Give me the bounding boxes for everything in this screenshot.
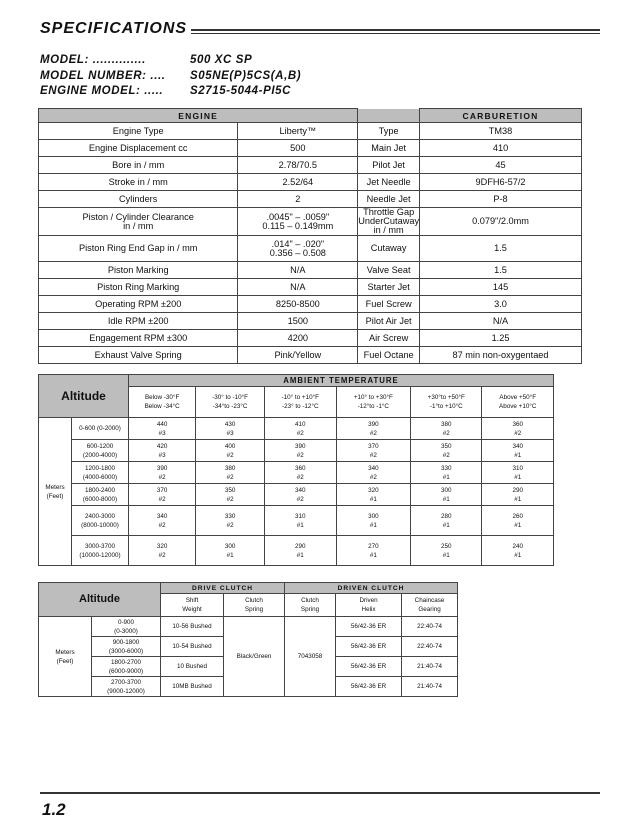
engine-label: Piston / Cylinder Clearance in / mm (39, 208, 238, 236)
altitude-range: 1800-2400 (6000-8000) (72, 484, 129, 506)
carb-value: P-8 (420, 191, 582, 208)
jet-value: 430 #3 (196, 418, 265, 440)
clutch-col-header: Shift Weight (161, 594, 224, 617)
carb-label: Fuel Screw (358, 296, 420, 313)
carb-value: 1.5 (420, 262, 582, 279)
jet-value: 330 #1 (411, 462, 482, 484)
carb-label: Air Screw (358, 330, 420, 347)
jet-value: 360 #2 (264, 462, 336, 484)
jet-value: 440 #3 (129, 418, 196, 440)
jet-value: 290 #1 (482, 484, 554, 506)
engine-label: Exhaust Valve Spring (39, 347, 238, 364)
carb-value: 45 (420, 157, 582, 174)
jet-value: 350 #2 (411, 440, 482, 462)
altitude-range: 0-600 (0-2000) (72, 418, 129, 440)
altitude-clutch-table (38, 582, 458, 697)
jet-value: 320 #1 (336, 484, 411, 506)
engine-value: Liberty™ (238, 123, 358, 140)
jet-value: 320 #2 (129, 536, 196, 566)
jet-value: 260 #1 (482, 506, 554, 536)
engine-value: 2 (238, 191, 358, 208)
carb-label: Type (358, 123, 420, 140)
model-value: S2715-5044-PI5C (190, 85, 292, 97)
clutch-col-header: Chaincase Gearing (402, 594, 458, 617)
jet-value: 360 #2 (482, 418, 554, 440)
spec-row (39, 123, 582, 140)
engine-label: Stroke in / mm (39, 174, 238, 191)
units-label: Meters (Feet) (39, 418, 72, 566)
temp-range-header: -30° to -10°F -34°to -23°C (196, 387, 265, 418)
altitude-range: 2700-3700 (9000-12000) (92, 677, 161, 697)
engine-label: Bore in / mm (39, 157, 238, 174)
shift-weight: 10MB Bushed (161, 677, 224, 697)
altitude-header: Altitude (39, 375, 129, 418)
carb-label: Starter Jet (358, 279, 420, 296)
jet-value: 410 #2 (264, 418, 336, 440)
engine-value: .014" – .020" 0.356 – 0.508 (238, 236, 358, 262)
altitude-range: 2400-3000 (8000-10000) (72, 506, 129, 536)
spec-row (39, 157, 582, 174)
chaincase-gearing: 21:40-74 (402, 677, 458, 697)
carb-value: 87 min non-oxygentaed (420, 347, 582, 364)
carb-label: Jet Needle (358, 174, 420, 191)
engine-carburetion-table (38, 108, 582, 364)
altitude-row (39, 506, 554, 536)
clutch-col-header: Clutch Spring (224, 594, 285, 617)
carb-value: 1.5 (420, 236, 582, 262)
drive-clutch-header: DRIVE CLUTCH (161, 583, 285, 594)
jet-value: 340 #2 (129, 506, 196, 536)
jet-value: 420 #3 (129, 440, 196, 462)
jet-value: 340 #2 (336, 462, 411, 484)
units-label: Meters (Feet) (39, 617, 92, 697)
engine-label: Idle RPM ±200 (39, 313, 238, 330)
spec-row (39, 330, 582, 347)
engine-value: 2.78/70.5 (238, 157, 358, 174)
jet-value: 370 #2 (336, 440, 411, 462)
carb-label: Needle Jet (358, 191, 420, 208)
jet-value: 270 #1 (336, 536, 411, 566)
carb-label: Pilot Air Jet (358, 313, 420, 330)
temp-range-header: -10° to +10°F -23° to -12°C (264, 387, 336, 418)
altitude-row (39, 440, 554, 462)
jet-value: 390 #2 (129, 462, 196, 484)
column-divider (358, 109, 420, 123)
section-header (40, 12, 600, 36)
engine-label: Engine Displacement cc (39, 140, 238, 157)
clutch-row (39, 617, 458, 637)
page-footer (40, 792, 600, 819)
chaincase-gearing: 21:40-74 (402, 657, 458, 677)
spec-row (39, 313, 582, 330)
carb-value: 1.25 (420, 330, 582, 347)
engine-value: N/A (238, 279, 358, 296)
model-row (40, 53, 301, 69)
carb-label: Valve Seat (358, 262, 420, 279)
jet-value: 280 #1 (411, 506, 482, 536)
engine-value: .0045" – .0059" 0.115 – 0.149mm (238, 208, 358, 236)
spec-row (39, 296, 582, 313)
temp-range-header: Above +50°F Above +10°C (482, 387, 554, 418)
shift-weight: 10-56 Bushed (161, 617, 224, 637)
carb-value: 0.079"/2.0mm (420, 208, 582, 236)
chaincase-gearing: 22:40-74 (402, 617, 458, 637)
spec-row (39, 191, 582, 208)
engine-label: Operating RPM ±200 (39, 296, 238, 313)
jet-value: 370 #2 (129, 484, 196, 506)
engine-value: N/A (238, 262, 358, 279)
engine-value: 2.52/64 (238, 174, 358, 191)
page-number: 1.2 (42, 800, 66, 819)
spec-row (39, 140, 582, 157)
engine-value: 8250-8500 (238, 296, 358, 313)
temp-range-header: Below -30°F Below -34°C (129, 387, 196, 418)
model-key: ENGINE MODEL: ..... (40, 85, 164, 97)
engine-label: Engagement RPM ±300 (39, 330, 238, 347)
carburetion-header: CARBURETION (420, 109, 582, 123)
jet-value: 290 #1 (264, 536, 336, 566)
carb-value: TM38 (420, 123, 582, 140)
carb-label: Main Jet (358, 140, 420, 157)
jet-value: 310 #1 (264, 506, 336, 536)
model-info (40, 53, 301, 100)
ambient-temp-header: AMBIENT TEMPERATURE (129, 375, 554, 387)
temp-range-header: +30°to +50°F -1°to +10°C (411, 387, 482, 418)
spec-row (39, 208, 582, 236)
altitude-row (39, 536, 554, 566)
engine-label: Cylinders (39, 191, 238, 208)
jet-value: 240 #1 (482, 536, 554, 566)
driven-helix: 56/42-36 ER (336, 657, 402, 677)
clutch-col-header: Clutch Spring (285, 594, 336, 617)
engine-value: 500 (238, 140, 358, 157)
engine-label: Engine Type (39, 123, 238, 140)
jet-value: 310 #1 (482, 462, 554, 484)
jet-value: 300 #1 (196, 536, 265, 566)
driven-helix: 56/42-36 ER (336, 637, 402, 657)
altitude-row (39, 484, 554, 506)
spec-row (39, 347, 582, 364)
engine-label: Piston Ring Marking (39, 279, 238, 296)
carb-label: Fuel Octane (358, 347, 420, 364)
engine-value: Pink/Yellow (238, 347, 358, 364)
jet-value: 340 #2 (264, 484, 336, 506)
altitude-row (39, 418, 554, 440)
jet-value: 400 #2 (196, 440, 265, 462)
model-value: S05NE(P)5CS(A,B) (190, 69, 302, 82)
jet-value: 250 #1 (411, 536, 482, 566)
carb-value: 9DFH6-57/2 (420, 174, 582, 191)
driven-helix: 56/42-36 ER (336, 677, 402, 697)
altitude-range: 1800-2700 (6000-9000) (92, 657, 161, 677)
carb-value: 145 (420, 279, 582, 296)
clutch-col-header: Driven Helix (336, 594, 402, 617)
jet-value: 350 #2 (196, 484, 265, 506)
jet-value: 300 #1 (336, 506, 411, 536)
engine-value: 4200 (238, 330, 358, 347)
spec-row (39, 174, 582, 191)
jet-value: 300 #1 (411, 484, 482, 506)
altitude-row (39, 462, 554, 484)
altitude-range: 3000-3700 (10000-12000) (72, 536, 129, 566)
spec-row (39, 279, 582, 296)
altitude-range: 1200-1800 (4000-6000) (72, 462, 129, 484)
model-row (40, 84, 301, 100)
spec-row (39, 236, 582, 262)
carb-label: Pilot Jet (358, 157, 420, 174)
engine-value: 1500 (238, 313, 358, 330)
driven-helix: 56/42-36 ER (336, 617, 402, 637)
engine-label: Piston Marking (39, 262, 238, 279)
jet-value: 380 #2 (411, 418, 482, 440)
model-value: 500 XC SP (190, 54, 253, 66)
altitude-range: 600-1200 (2000-4000) (72, 440, 129, 462)
carb-value: 3.0 (420, 296, 582, 313)
carb-value: N/A (420, 313, 582, 330)
model-key: MODEL NUMBER: .... (40, 69, 166, 82)
jet-value: 340 #1 (482, 440, 554, 462)
driven-clutch-header: DRIVEN CLUTCH (285, 583, 458, 594)
temp-range-header: +10° to +30°F -12°to -1°C (336, 387, 411, 418)
drive-clutch-spring: Black/Green (224, 617, 285, 697)
shift-weight: 10-54 Bushed (161, 637, 224, 657)
jet-value: 390 #2 (336, 418, 411, 440)
engine-label: Piston Ring End Gap in / mm (39, 236, 238, 262)
driven-clutch-spring: 7043058 (285, 617, 336, 697)
page-title: SPECIFICATIONS (40, 20, 191, 38)
model-key: MODEL: .............. (40, 54, 146, 66)
engine-header: ENGINE (39, 109, 358, 123)
carb-value: 410 (420, 140, 582, 157)
altitude-header: Altitude (39, 583, 161, 617)
carb-label: Cutaway (358, 236, 420, 262)
altitude-range: 0-900 (0-3000) (92, 617, 161, 637)
chaincase-gearing: 22:40-74 (402, 637, 458, 657)
shift-weight: 10 Bushed (161, 657, 224, 677)
model-row (40, 69, 301, 85)
jet-value: 390 #2 (264, 440, 336, 462)
jet-value: 380 #2 (196, 462, 265, 484)
jet-value: 330 #2 (196, 506, 265, 536)
altitude-jetting-table (38, 374, 554, 566)
carb-label: Throttle Gap UnderCutaway in / mm (358, 207, 420, 235)
spec-row (39, 262, 582, 279)
altitude-range: 900-1800 (3000-6000) (92, 637, 161, 657)
